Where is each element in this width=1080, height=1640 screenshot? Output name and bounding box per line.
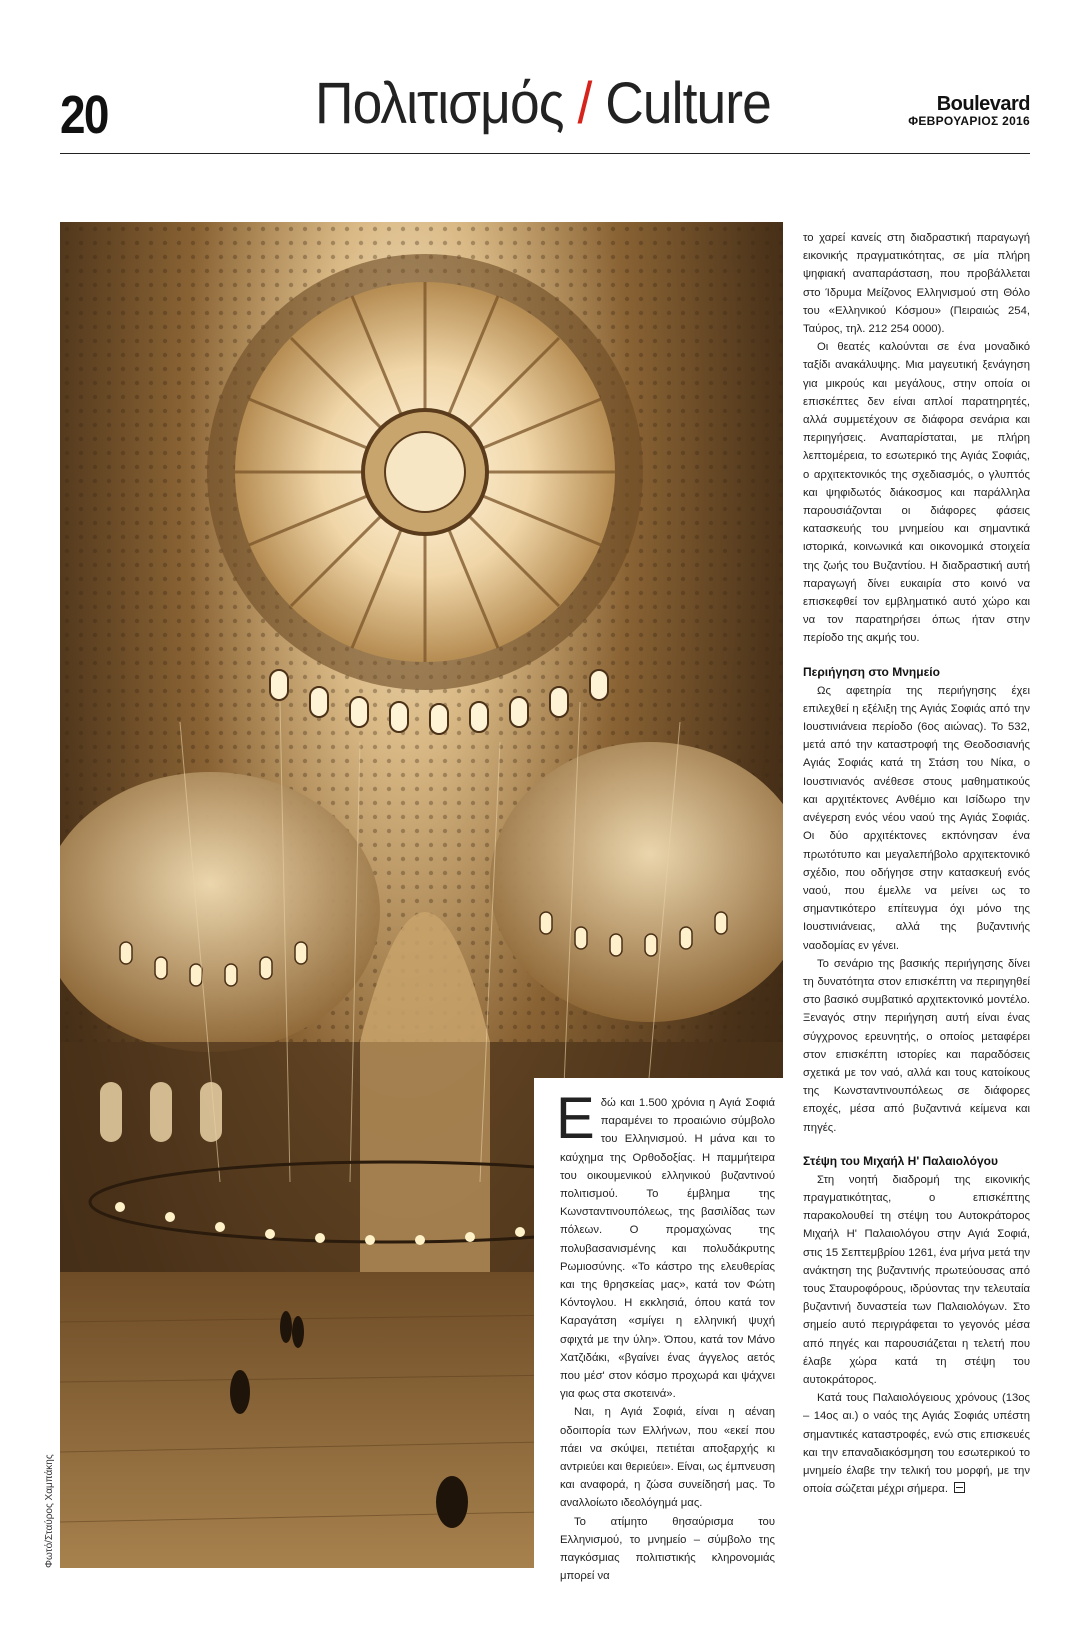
intro-paragraph	[556, 1086, 775, 1403]
intro-paragraph: Το ατίμητο θησαύρισμα του Ελληνισμού, το μνημείο – σύμβολο της παγκόσμιας πολιτιστικής κληρονομιάς μπορεί να	[560, 1515, 775, 1583]
article-paragraph: Οι θεατές καλούνται σε ένα μοναδικό ταξίδι ανακάλυψης. Μια μαγευτική ξενάγηση για μικρούς και μεγάλους, στην οποία οι επισκέπτες δεν είναι απλοί παρατηρητές, αλλά συμμετέχουν σε διάφορα σενάρια και περιηγήσεις. Αναπαρίσταται, με πλήρη λεπτομέρεια, το εσωτερικό της Αγιάς Σοφιάς, ο αρχιτεκτονικός της σχεδιασμός, ο γλυπτός και ψηφιδωτός διάκοσμος και παράλληλα παρουσιάζονται οι διάφορες φάσεις κατασκευής του μνημείου και σημαντικά ιστορικά, κοινωνικά και οικονομικά στοιχεία της ζωής του Βυζαντίου. Η διαδραστική αυτή παραγωγή δίνει ευκαιρία στο κοινό να επισκεφθεί τον εμβληματικό αυτό χώρο και να τον παρατηρήσει όπως ήταν στην περίοδο της ακμής του.	[803, 341, 1030, 645]
drop-cap: Ε	[556, 1086, 595, 1151]
subheading: Στέψη του Μιχαήλ Η' Παλαιολόγου	[803, 1153, 998, 1168]
article-paragraph: το χαρεί κανείς στη διαδραστική παραγωγή εικονικής πραγματικότητας, σε μία πλήρη ψηφιακή αναπαράσταση, που προβάλλεται στο Ίδρυμα Μείζονος Ελληνισμού στη Θόλο του «Ελληνικού Κόσμου» (Πειραιώς 254, Ταύρος, τηλ. 212 254 0000).	[803, 232, 1030, 336]
article-column	[803, 229, 1030, 1498]
section-title-greek: Πολιτισμός	[315, 71, 564, 136]
end-of-article-icon	[954, 1482, 965, 1493]
photo-credit: Φωτό/Σταύρος Χαμπάκης	[44, 1454, 55, 1568]
article-paragraph-text: Κατά τους Παλαιολόγειους χρόνους (13ος – 14ος αι.) ο ναός της Αγιάς Σοφιάς υπέστη σημαντικές καταστροφές, ενώ στις επισκευές και την επαναδιακόσμηση του εσωτερικού το μνημείο έλαβε την τελική του μορφή, με την οποία σώζεται μέχρι σήμερα.	[803, 1392, 1030, 1496]
intro-paragraph-text: δώ και 1.500 χρόνια η Αγιά Σοφιά παραμένει το προαιώνιο σύμβολο του Ελληνισμού. Η μάνα και το καύχημα της Ορθοδοξίας. Η παμμήτειρα του οικουμενικού ελληνικού βυζαντινού πολιτισμού. Το έμβλημα της Κωνσταντινουπόλεως, της βασιλίδας των πόλεων. Ο προμαχώνας της πολυβασανισμένης και πολυδάκρυτης Ρωμιοσύνης. «Το κάστρο της ελευθερίας και της θρησκείας μας», κατά τον Φώτη Κόντογλου. Η εκκλησιά, όπου κατά τον Καραγάτση «σμίγει η ελληνική ψυχή σφιχτά με την ύλη». Όπου, κατά τον Μάνο Χατζιδάκι, «βγαίνει ένας άγγελος αετός που μέσ' στον κόσμο προχωρά και ψάχνει για φως στα σκοτεινά».	[560, 1097, 775, 1401]
issue-date: ΦΕΒΡΟΥΑΡΙΟΣ 2016	[908, 114, 1030, 128]
section-title	[315, 70, 771, 137]
masthead	[908, 94, 1030, 128]
section-title-english: Culture	[605, 71, 771, 136]
header-rule	[60, 153, 1030, 154]
subheading: Περιήγηση στο Μνημείο	[803, 664, 940, 679]
section-separator: /	[577, 71, 592, 136]
article-paragraph: Το σενάριο της βασικής περιήγησης δίνει τη δυνατότητα στον επισκέπτη να περιηγηθεί στο βασικό συμβατικό αρχιτεκτονικό μοντέλο. Ξεναγός στην περιήγηση αυτή είναι ένας σύγχρονος ερευνητής, ο οποίος μεταφέρει στον επισκέπτη ιστορίες και παραδόσεις σχετικά με τον ναό, αλλά και τους κατοίκους της Κωνσταντινουπόλεως σε διάφορες εποχές, μέσα από βυζαντινά κείμενα και πηγές.	[803, 957, 1030, 1134]
intro-text	[556, 1086, 775, 1585]
brand-logo: Boulevard	[936, 93, 1030, 115]
page-header	[60, 70, 1030, 154]
article-paragraph: Ως αφετηρία της περιήγησης έχει επιλεχθεί η εξέλιξη της Αγιάς Σοφιάς από την Ιουστινιάνεια περίοδο (6ος αιώνας). Το 532, μετά από την καταστροφή της Θεοδοσιανής Αγιάς Σοφιάς κατά τη Στάση του Νίκα, ο Ιουστινιανός ανέθεσε στους μαθηματικούς και αρχιτέκτονες Ανθέμιο και Ισίδωρο την ανέγερση ενός νέου ναού της Αγιάς Σοφιάς. Οι δύο αρχιτέκτονες εκπόνησαν ένα πρωτότυπο και μεγαλεπήβολο αρχιτεκτονικό σχέδιο, που οδήγησε στην κατασκευή ενός ναού, που έμελλε να μείνει ως το σημαντικότερο επίτευγμα όχι μόνο της Ιουστινιάνειας, αλλά της βυζαντινής ναοδομίας εν γένει.	[803, 684, 1030, 952]
intro-paragraph: Ναι, η Αγιά Σοφιά, είναι η αέναη οδοιπορία των Ελλήνων, που «εκεί που πάει να σκύψει, πετιέται αποξαρχής κι αντριεύει και θεριεύει». Είναι, ως έμπνευση και αναφορά, η ζώσα συνείδησή μας. Το αναλλοίωτο ιδεολόγημά μας.	[560, 1406, 775, 1510]
article-paragraph-last	[803, 1389, 1030, 1498]
article-paragraph: Στη νοητή διαδρομή της εικονικής πραγματικότητας, ο επισκέπτης παρακολουθεί τη στέψη του Αυτοκράτορος Μιχαήλ Η' Παλαιολόγου στην Αγιά Σοφιά, στις 15 Σεπτεμβρίου 1261, ένα μήνα μετά την ανάκτηση της βυζαντινής πρωτεύουσας από τους Σταυροφόρους, ιδρύοντας την τελευταία βυζαντινή δυναστεία των Παλαιολόγων. Στο σημείο αυτό περιγράφεται το γεγονός μέσα από πηγές και παρουσιάζεται η τελετή που έλαβε χώρα κατά τη στέψη του αυτοκράτορος.	[803, 1173, 1030, 1386]
page-number: 20	[60, 85, 108, 145]
